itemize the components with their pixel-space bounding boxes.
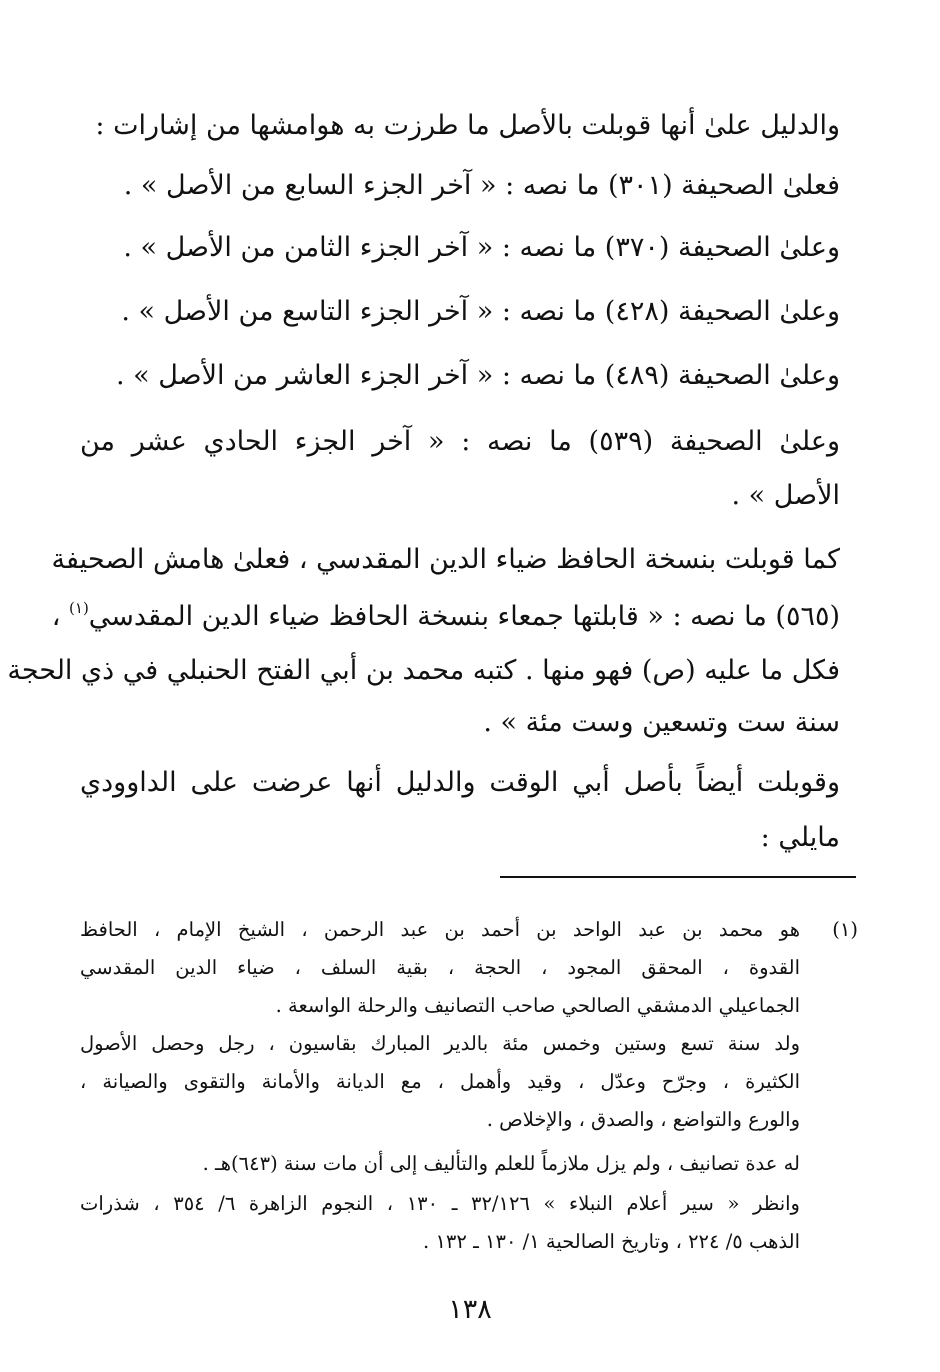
footnote-separator <box>500 876 856 878</box>
body-line-9-text: (٥٦٥) ما نصه : « قابلتها جمعاء بنسخة الحافظ ضياء الدين المقدسي <box>88 601 840 632</box>
body-line-9-trail: ، <box>51 601 70 632</box>
body-line-13: مايلي : <box>760 822 840 853</box>
footnote-line-5: الكثيرة ، وجرّح وعدّل ، وقيد وأهمل ، مع الديانة والأمانة والتقوى والصيانة ، <box>80 1070 800 1093</box>
footnote-number: (١) <box>832 918 858 941</box>
body-line-1: والدليل علىٰ أنها قوبلت بالأصل ما طرزت به هوامشها من إشارات : <box>95 110 840 141</box>
body-line-6: وعلىٰ الصحيفة (٥٣٩) ما نصه : « آخر الجزء الحادي عشر من <box>80 426 840 457</box>
body-line-4: وعلىٰ الصحيفة (٤٢٨) ما نصه : « آخر الجزء التاسع من الأصل » . <box>121 296 840 327</box>
footnote-line-7: له عدة تصانيف ، ولم يزل ملازماً للعلم والتأليف إلى أن مات سنة (٦٤٣)هـ . <box>202 1152 800 1175</box>
footnote-line-1: هو محمد بن عبد الواحد بن أحمد بن عبد الرحمن ، الشيخ الإمام ، الحافظ <box>80 918 800 941</box>
body-line-12: وقوبلت أيضاً بأصل أبي الوقت والدليل أنها عرضت على الداوودي <box>80 767 840 798</box>
body-line-10: فكل ما عليه (ص) فهو منها . كتبه محمد بن أبي الفتح الحنبلي في ذي الحجة <box>7 655 840 686</box>
footnote-reference[interactable]: (١) <box>69 599 89 617</box>
page-number: ١٣٨ <box>448 1294 492 1325</box>
footnote-line-6: والورع والتواضع ، والصدق ، والإخلاص . <box>486 1108 800 1131</box>
body-line-11: سنة ست وتسعين وست مئة » . <box>483 707 840 738</box>
footnote-line-8: وانظر « سير أعلام النبلاء » ٣٢/١٢٦ ـ ١٣٠ ، النجوم الزاهرة ٦/ ٣٥٤ ، شذرات <box>80 1192 800 1215</box>
footnote-line-3: الجماعيلي الدمشقي الصالحي صاحب التصانيف والرحلة الواسعة . <box>275 994 800 1017</box>
footnote-line-9: الذهب ٥/ ٢٢٤ ، وتاريخ الصالحية ١/ ١٣٠ ـ ١٣٢ . <box>423 1230 800 1253</box>
body-line-2: فعلىٰ الصحيفة (٣٠١) ما نصه : « آخر الجزء السابع من الأصل » . <box>123 170 840 201</box>
body-line-9 <box>51 597 840 637</box>
body-line-8: كما قوبلت بنسخة الحافظ ضياء الدين المقدسي ، فعلىٰ هامش الصحيفة <box>51 544 840 575</box>
body-line-7: الأصل » . <box>731 480 840 511</box>
body-line-3: وعلىٰ الصحيفة (٣٧٠) ما نصه : « آخر الجزء الثامن من الأصل » . <box>123 232 840 263</box>
body-line-5: وعلىٰ الصحيفة (٤٨٩) ما نصه : « آخر الجزء العاشر من الأصل » . <box>115 360 840 391</box>
footnote-line-2: القدوة ، المحقق المجود ، الحجة ، بقية السلف ، ضياء الدين المقدسي <box>80 956 800 979</box>
footnote-line-4: ولد سنة تسع وستين وخمس مئة بالدير المبارك بقاسيون ، رجل وحصل الأصول <box>80 1032 800 1055</box>
